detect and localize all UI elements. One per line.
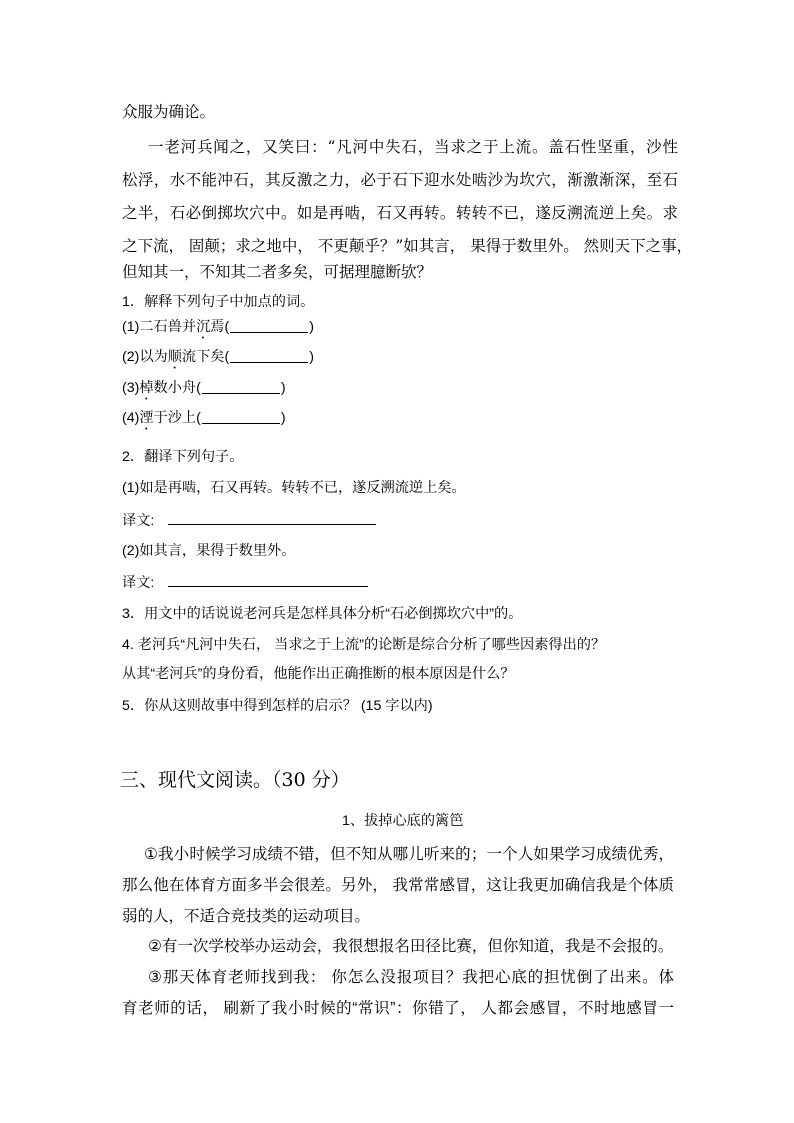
passage-line: 松浮，水不能冲石，其反激之力，必于石下迎水处啮沙为坎穴，渐激渐深，至石	[122, 171, 678, 189]
passage-line: 之半，石必倒掷坎穴中。如是再啮，石又再转。转转不已，遂反溯流逆上矣。求	[122, 204, 678, 222]
question-1-stem: 1．解释下列句子中加点的词。	[122, 294, 315, 310]
q1-item-4: (4)湮于沙上( )	[122, 410, 286, 426]
dotted-word: 湮	[139, 410, 154, 426]
q1-item-2: (2)以为顺流下矣( )	[122, 349, 314, 365]
translation-label: 译文:	[122, 575, 155, 591]
dotted-word: 顺	[167, 349, 182, 365]
translation-answer-line[interactable]	[168, 524, 376, 525]
article-line: ③那天体育老师找到我： 你怎么没报项目？我把心底的担忧倒了出来。体	[148, 969, 674, 986]
passage-line: 之下流， 固颠；求之地中， 不更颠乎？”如其言， 果得于数里外。 然则天下之事，	[122, 237, 693, 255]
q1-item-3: (3)棹数小舟( )	[122, 380, 286, 396]
answer-blank[interactable]	[230, 347, 308, 363]
article-line: 那么他在体育方面多半会很差。另外， 我常常感冒，这让我更加确信我是个体质	[122, 877, 674, 894]
q1-item-1: (1)二石兽并沉焉( )	[122, 319, 314, 335]
answer-blank[interactable]	[230, 317, 308, 333]
translation-answer-line[interactable]	[168, 586, 368, 587]
question-2-stem: 2．翻译下列句子。	[122, 449, 244, 465]
answer-blank[interactable]	[202, 408, 280, 424]
passage-line: 一老河兵闻之，又笑曰：“凡河中失石，当求之于上流。盖石性坚重，沙性	[148, 138, 678, 156]
article-line: ①我小时候学习成绩不错，但不知从哪儿听来的；一个人如果学习成绩优秀，	[144, 846, 674, 863]
article-line: ②有一次学校举办运动会，我很想报名田径比赛，但你知道，我是不会报的。	[148, 938, 674, 955]
question-4-line: 从其“老河兵”的身份看，他能作出正确推断的根本原因是什么？	[122, 666, 515, 682]
passage-line: 众服为确论。	[122, 103, 216, 121]
question-4-line: 4. 老河兵“凡河中失石， 当求之于上流”的论断是综合分析了哪些因素得出的？	[122, 637, 606, 653]
question-3: 3．用文中的话说说老河兵是怎样具体分析“石必倒掷坎穴中”的。	[122, 606, 523, 622]
question-5: 5．你从这则故事中得到怎样的启示？ (15 字以内)	[122, 698, 433, 714]
section-heading: 三、现代文阅读。（30 分）	[120, 769, 350, 791]
passage-line: 但知其一，不知其二者多矣，可据理臆断欤？	[122, 263, 433, 281]
article-line: 弱的人，不适合竞技类的运动项目。	[122, 908, 371, 925]
dotted-word: 沉	[196, 319, 211, 335]
answer-blank[interactable]	[202, 378, 280, 394]
article-line: 育老师的话， 刷新了我小时候的“常识”：你错了， 人都会感冒，不时地感冒一	[122, 1000, 674, 1017]
q2-sentence-2: (2)如其言，果得于数里外。	[122, 543, 296, 559]
translation-label: 译文:	[122, 513, 155, 529]
q2-sentence-1: (1)如是再啮，石又再转。转转不已，遂反溯流逆上矣。	[122, 480, 466, 496]
article-title: 1、拔掉心底的篱笆	[342, 813, 464, 829]
dotted-word: 棹	[139, 380, 154, 396]
